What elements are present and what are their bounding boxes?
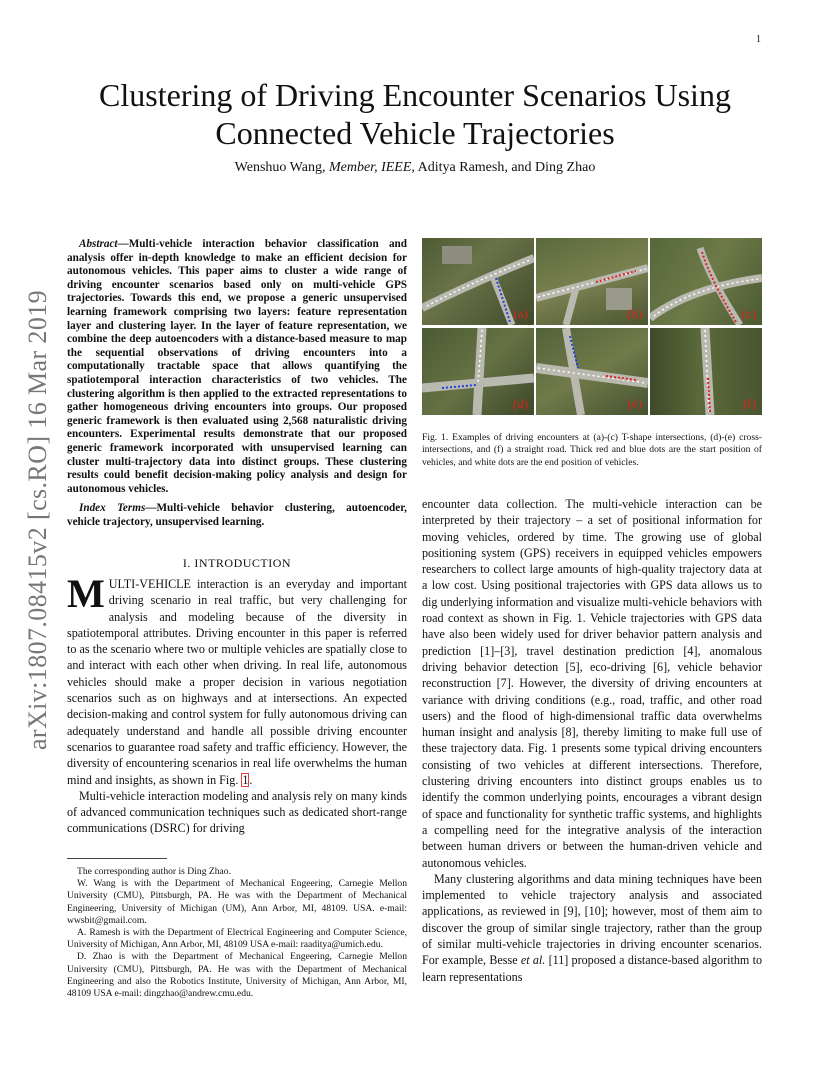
footnote: The corresponding author is Ding Zhao. [77, 866, 231, 877]
right-column-body [422, 496, 762, 985]
paper-title: Clustering of Driving Encounter Scenarios Using Connected Vehicle Trajectories [99, 77, 731, 151]
author-text-1: Wenshuo Wang, [234, 160, 329, 175]
figure-panel-a [422, 238, 534, 325]
figure-1 [422, 238, 762, 416]
panel-label-b: (b) [626, 306, 642, 321]
figure-ref-link[interactable]: 1 [242, 772, 249, 787]
index-terms-label: Index Terms [79, 502, 146, 514]
footnote-rule [67, 858, 167, 859]
footnotes [67, 866, 407, 1000]
author-line [60, 160, 770, 176]
figure-panel-c [650, 238, 762, 325]
intro-paragraph-2: Multi-vehicle interaction modeling and analysis rely on many kinds of advanced communication techniques such as dedicated short-range communications (DSRC) for driving [67, 788, 407, 836]
figure-caption: Fig. 1. Examples of driving encounters at (a)-(c) T-shape intersections, (d)-(e) cross-intersections, and (f) a straight road. Thick red and blue dots are the start position of vehicles, and white dots are the end position of vehicles. [422, 432, 762, 468]
author-text-2: Member, IEEE, [328, 160, 415, 175]
figure-panel-d [422, 328, 534, 415]
panel-label-a: (a) [513, 306, 528, 321]
right-paragraph-1: encounter data collection. The multi-vehicle interaction can be interpreted by their trajectory – a set of positional information for moving vehicles, ordered by time. The growing use of global positioning system (GPS) receivers in equipped vehicles empowers researchers to collect large amounts of high-quality trajectory data at a low cost. Using positional trajectories with GPS data allows us to dig underlying information and visualize multi-vehicle behaviors with road context as shown in Fig. 1. Vehicle trajectories with GPS data have also been widely used for driver behavior pattern analysis and prediction [1]–[3], travel destination prediction [4], anomalous driving behavior detection [5], eco-driving [6], vehicle behavior reconstruction [7]. However, the diversity of driving encounters at variance with driving conditions (e.g., road, traffic, and other road users) and the flood of high-dimensional traffic data overwhelms human insight and analysis [8], thereby limiting to make full use of these trajectory data. Fig. 1 presents some typical driving encounters consisting of two vehicles at different intersections. Therefore, clustering driving encounters into distinct groups enables us to identify the common underlying points, encourages a vibrant design of space and functionality for synthetic traffic systems, and highlights a compelling need for the integrative analysis of the interaction between human drivers or between the human-driven vehicle and autonomous vehicles. [422, 497, 762, 870]
panel-label-d: (d) [512, 396, 528, 411]
et-al: et al. [520, 953, 546, 968]
author-text-3: Aditya Ramesh, and Ding Zhao [414, 160, 596, 175]
right-paragraph-2-b: [11] proposed a distance-based algorithm to learn representations [422, 953, 762, 984]
page-number: 1 [756, 34, 761, 45]
dropcap: M [67, 571, 105, 616]
section-heading: I. INTRODUCTION [182, 556, 292, 570]
abstract-text: —Multi-vehicle interaction behavior classification and analysis offer in-depth knowledge to make an efficient decision for autonomous vehicles. This paper aims to cluster a wide range of driving encounter scenarios based only on multi-vehicle GPS trajectories. Towards this end, we propose a generic unsupervised learning framework comprising two layers: feature representation layer and clustering layer. In the layer of feature representation, we combine the deep autoencoders with a distance-based measure to map the sequential observations of driving encounters into a computationally tractable space that allows quantifying the spatiotemporal interaction characteristics of two vehicles. The clustering algorithm is then applied to the extracted representations to gather homogeneous driving encounters into groups. Our proposed generic framework is then evaluated using 2,568 naturalistic driving encounters. Experimental results demonstrate that our proposed generic framework incorporated with unsupervised learning can cluster multi-trajectory data into distinct groups. These clustering results could benefit decision-making policy analysis and design for autonomous vehicles. [67, 238, 407, 495]
footnote: A. Ramesh is with the Department of Electrical Engineering and Computer Science, University of Michigan, Ann Arbor, MI, 48109 USA e-mail: raaditya@umich.edu. [67, 927, 407, 951]
abstract-label: Abstract [79, 238, 118, 250]
arxiv-stamp-text: arXiv:1807.08415v2 [cs.RO] 16 Mar 2019 [23, 289, 52, 751]
figure-panel-b [536, 238, 648, 325]
figure-panel-f [650, 328, 762, 415]
index-terms-text: —Multi-vehicle behavior clustering, autoencoder, vehicle trajectory, unsupervised learning. [67, 502, 407, 528]
intro-paragraph-1-end: . [249, 772, 253, 787]
figure-panel-e [536, 328, 648, 415]
intro-paragraph-1: ULTI-VEHICLE interaction is an everyday and important driving scenario in real traffic, but very challenging for analysis and modeling because of the diversity in spatiotemporal attributes. Driving encounter in this paper is referred to as the scenario where two or multiple vehicles are spatially close to and interact with each other when driving. In real life, autonomous vehicles should make a proper decision in various negotiation scenarios such as on highways and at intersections. An expected decision-making and control system for fully autonomous driving can adequately understand and handle all possible driving encounter scenarios to guarantee road safety and traffic efficiency. However, the diversity of encountering scenarios in real life overwhelms the human mind and insights, as shown in Fig. [67, 577, 407, 787]
panel-label-e: (e) [627, 396, 642, 411]
abstract [67, 238, 407, 496]
index-terms [67, 502, 407, 529]
panel-label-f: (f) [743, 396, 756, 411]
footnote: W. Wang is with the Department of Mechanical Engeering, Carnegie Mellon University (CMU), Pittsburgh, PA. He was with the Department of Mechanical Engineering, University of Michigan (UM), Ann Arbor, MI, 48109. USA. e-mail: wwsbit@gmail.com. [67, 878, 407, 926]
right-paragraph-2-a: Many clustering algorithms and data mining techniques have been implemented to vehicle trajectory analysis and associated applications, as reviewed in [9], [10]; however, most of them aim to discover the group of similar single trajectory, rather than the group of similar multi-vehicle trajectories in driving encounter scenarios. For example, Besse [422, 871, 762, 968]
panel-label-c: (c) [741, 306, 756, 321]
introduction [67, 571, 407, 837]
footnote: D. Zhao is with the Department of Mechanical Engeering, Carnegie Mellon University (CMU), Pittsburgh, PA. He was with the Department of Mechanical Engineering and also the Robotics Institute, University of Michigan, Ann Arbor, MI, 48109 USA e-mail: dingzhao@andrew.cmu.edu. [67, 951, 407, 1000]
right-paragraph-2 [422, 871, 762, 985]
